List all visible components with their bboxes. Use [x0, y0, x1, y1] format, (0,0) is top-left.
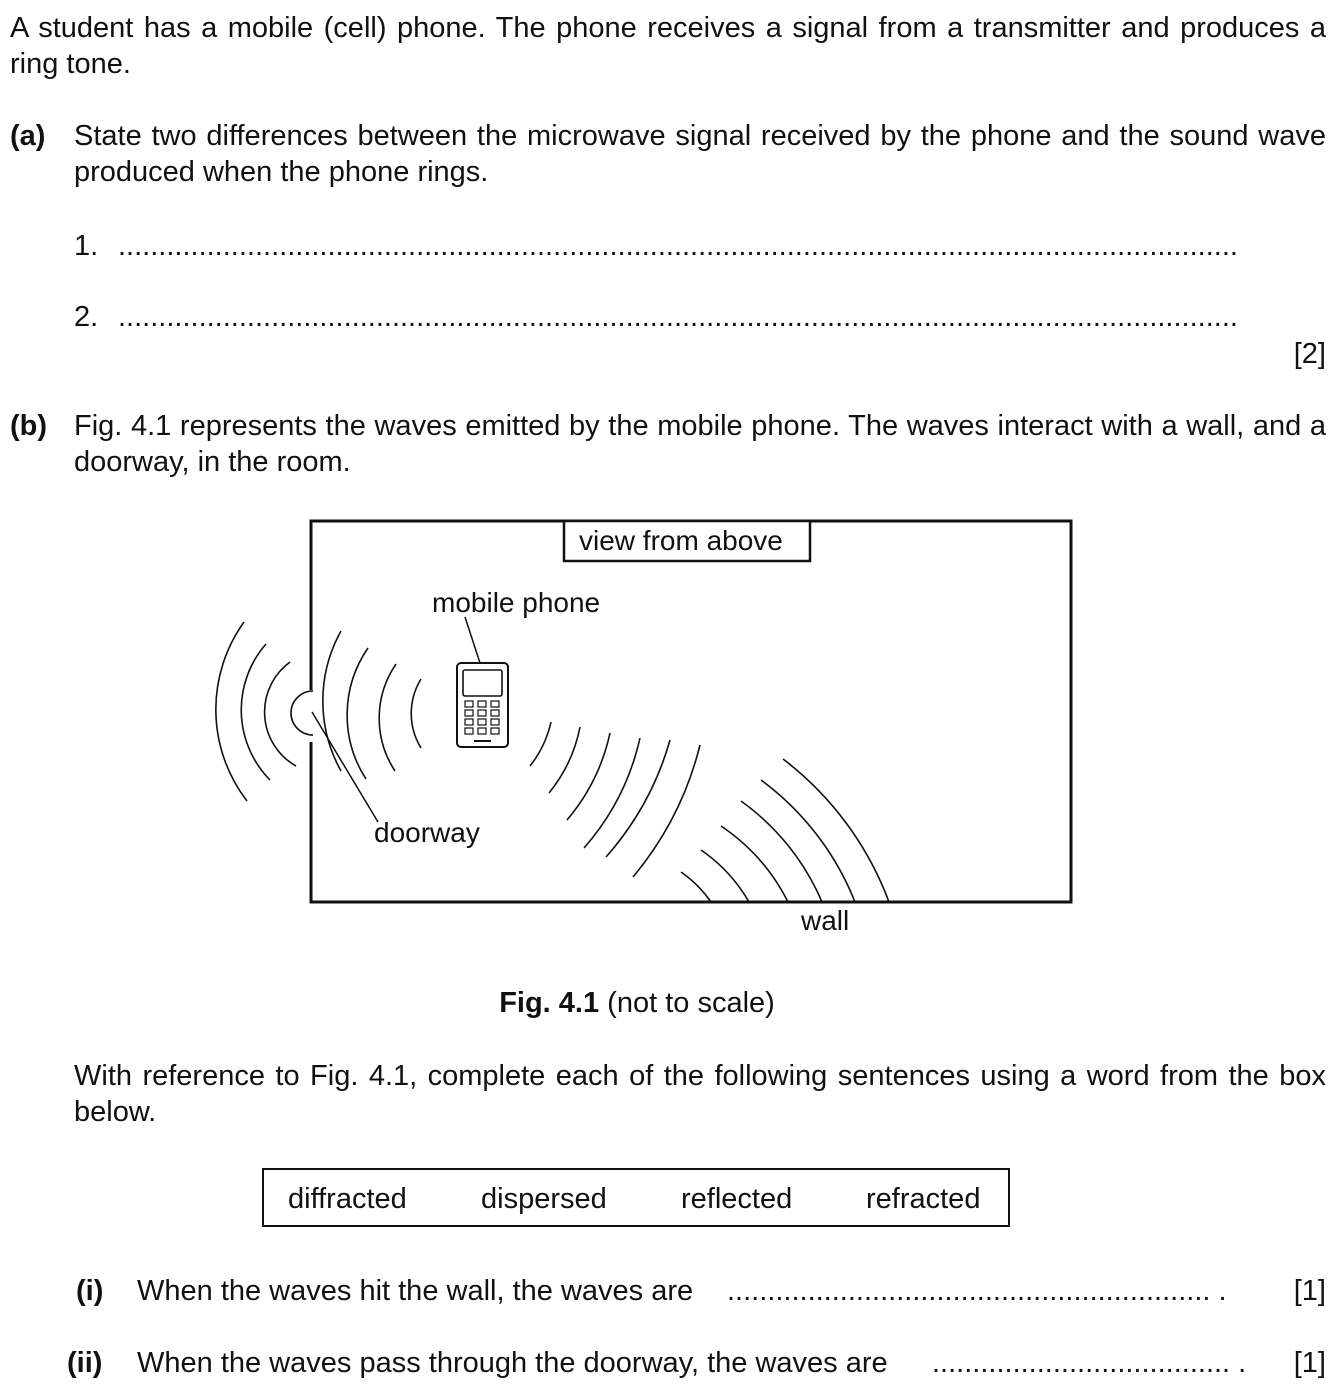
wave-arc — [379, 664, 396, 771]
word-box — [262, 1168, 1010, 1227]
part-a-marks: [2] — [1293, 338, 1326, 370]
wall-label: wall — [801, 905, 850, 936]
wave-arc — [411, 679, 421, 748]
question-ii-marks: [1] — [1293, 1347, 1326, 1379]
question-ii-answer-line[interactable]: ..................................... . — [932, 1347, 1247, 1379]
question-ii-label: (ii) — [67, 1347, 103, 1379]
intro-text: A student has a mobile (cell) phone. The phone receives a signal from a transmitter and produces a ring tone. — [10, 12, 1326, 80]
question-ii-text: When the waves pass through the doorway, the waves are — [137, 1347, 888, 1379]
mobile-phone-icon — [457, 663, 508, 747]
wave-arc — [584, 738, 640, 848]
part-b-question: Fig. 4.1 represents the waves emitted by the mobile phone. The waves interact with a wall, and a doorway, in the room. — [74, 410, 1326, 478]
figure-caption-number: Fig. 4.1 — [499, 987, 600, 1019]
figure-caption-note: (not to scale) — [599, 987, 775, 1019]
part-b-label: (b) — [10, 410, 48, 442]
reflected-wave-arc — [783, 759, 889, 902]
word-option: refracted — [866, 1183, 981, 1215]
word-option: reflected — [681, 1183, 793, 1215]
diffracted-wave-arc — [216, 622, 247, 801]
answer-number-2: 2. — [74, 301, 99, 333]
wave-arc — [633, 745, 700, 877]
word-option: dispersed — [481, 1183, 607, 1215]
phone-leader-line — [465, 617, 480, 663]
answer-line-1[interactable]: ........................................................................................................................................... — [118, 230, 1238, 262]
reflected-wave-arc — [741, 801, 822, 902]
reflected-wave-arc — [681, 872, 711, 902]
question-i-answer-line[interactable]: ............................................................ . — [727, 1275, 1227, 1307]
reflected-wave-arc — [761, 780, 855, 902]
part-a-label: (a) — [10, 120, 46, 152]
wave-arc — [347, 648, 368, 779]
answer-line-2[interactable]: ........................................................................................................................................... — [118, 301, 1238, 333]
question-i-marks: [1] — [1293, 1275, 1326, 1307]
reflected-wave-arc — [721, 826, 788, 902]
figure-caption — [0, 985, 1274, 1021]
question-i-text: When the waves hit the wall, the waves are — [137, 1275, 694, 1307]
wave-arc — [549, 727, 580, 793]
reflected-wave-arc — [701, 850, 749, 902]
wave-arc — [530, 722, 551, 766]
view-title-text: view from above — [579, 525, 783, 556]
diffracted-wave-arc — [241, 644, 270, 780]
mobile-phone-label: mobile phone — [432, 587, 601, 618]
answer-number-1: 1. — [74, 230, 99, 262]
question-i-label: (i) — [76, 1275, 104, 1307]
instruction-text: With reference to Fig. 4.1, complete each of the following sentences using a word from the box below. — [74, 1060, 1326, 1128]
word-option: diffracted — [288, 1183, 407, 1215]
doorway-leader-line — [312, 712, 378, 822]
wave-arc — [323, 631, 341, 771]
part-a-question: State two differences between the microwave signal received by the phone and the sound wave produced when the phone rings. — [74, 120, 1326, 188]
wave-arc — [567, 733, 610, 820]
doorway-label: doorway — [374, 817, 480, 848]
